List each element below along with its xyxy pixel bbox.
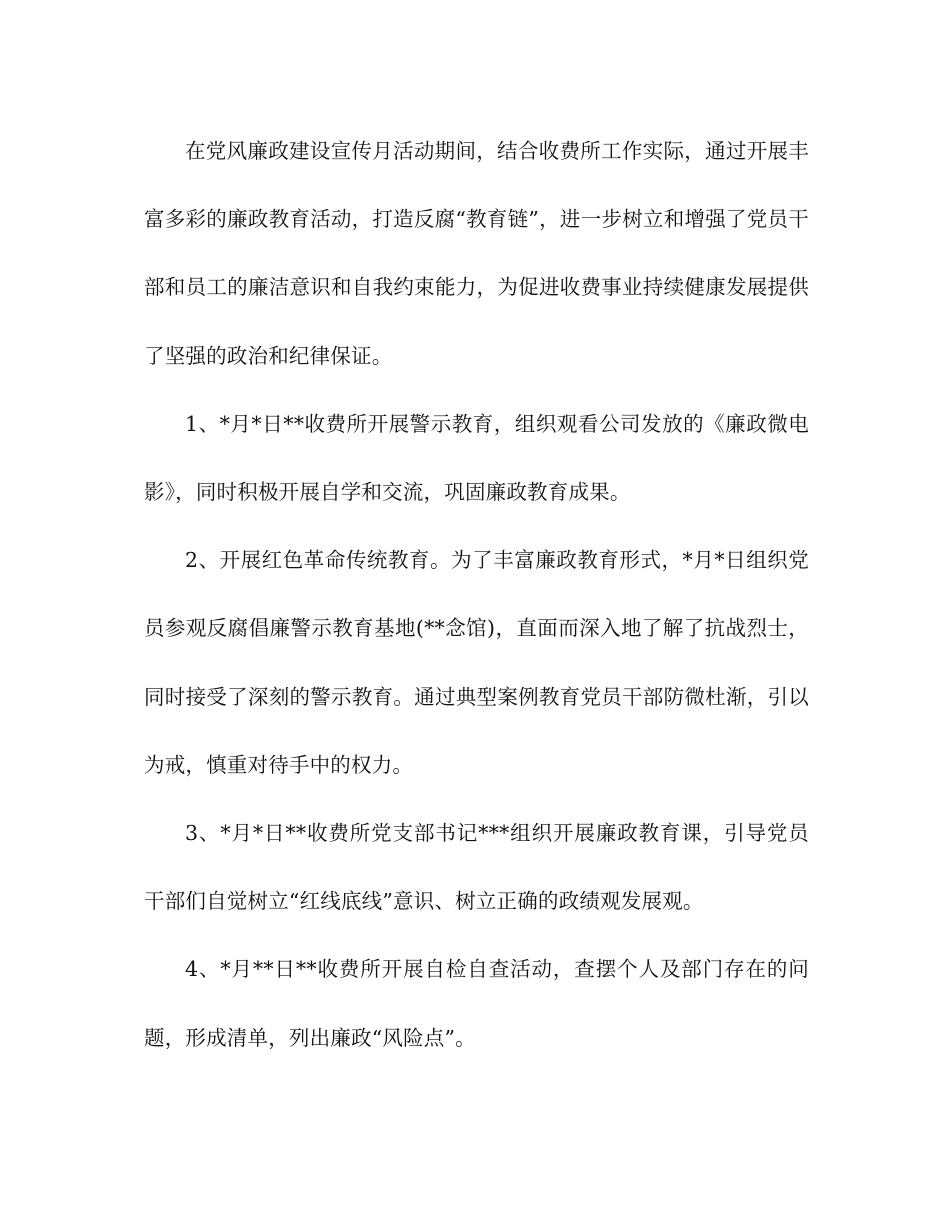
- item-4-paragraph: 4、*月**日**收费所开展自检自查活动，查摆个人及部门存在的问题，形成清单，列出廉政“风险点”。: [144, 957, 809, 1050]
- item-3-paragraph: 3、*月*日**收费所党支部书记***组织开展廉政教育课，引导党员干部们自觉树立“红线底线”意识、树立正确的政绩观发展观。: [144, 821, 809, 914]
- document-body: [144, 117, 809, 1072]
- item-1-paragraph: 1、*月*日**收费所开展警示教育，组织观看公司发放的《廉政微电影》，同时积极开展自学和交流，巩固廉政教育成果。: [144, 411, 809, 505]
- intro-paragraph: 在党风廉政建设宣传月活动期间，结合收费所工作实际，通过开展丰富多彩的廉政教育活动，打造反腐“教育链”，进一步树立和增强了党员干部和员工的廉洁意识和自我约束能力，为促进收费事业持续健康发展提供了坚强的政治和纪律保证。: [144, 139, 809, 368]
- item-2-paragraph: 2、开展红色革命传统教育。为了丰富廉政教育形式，*月*日组织党员参观反腐倡廉警示教育基地(**念馆)，直面而深入地了解了抗战烈士，同时接受了深刻的警示教育。通过典型案例教育党员干部防微杜渐，引以为戒，慎重对待手中的权力。: [144, 548, 809, 777]
